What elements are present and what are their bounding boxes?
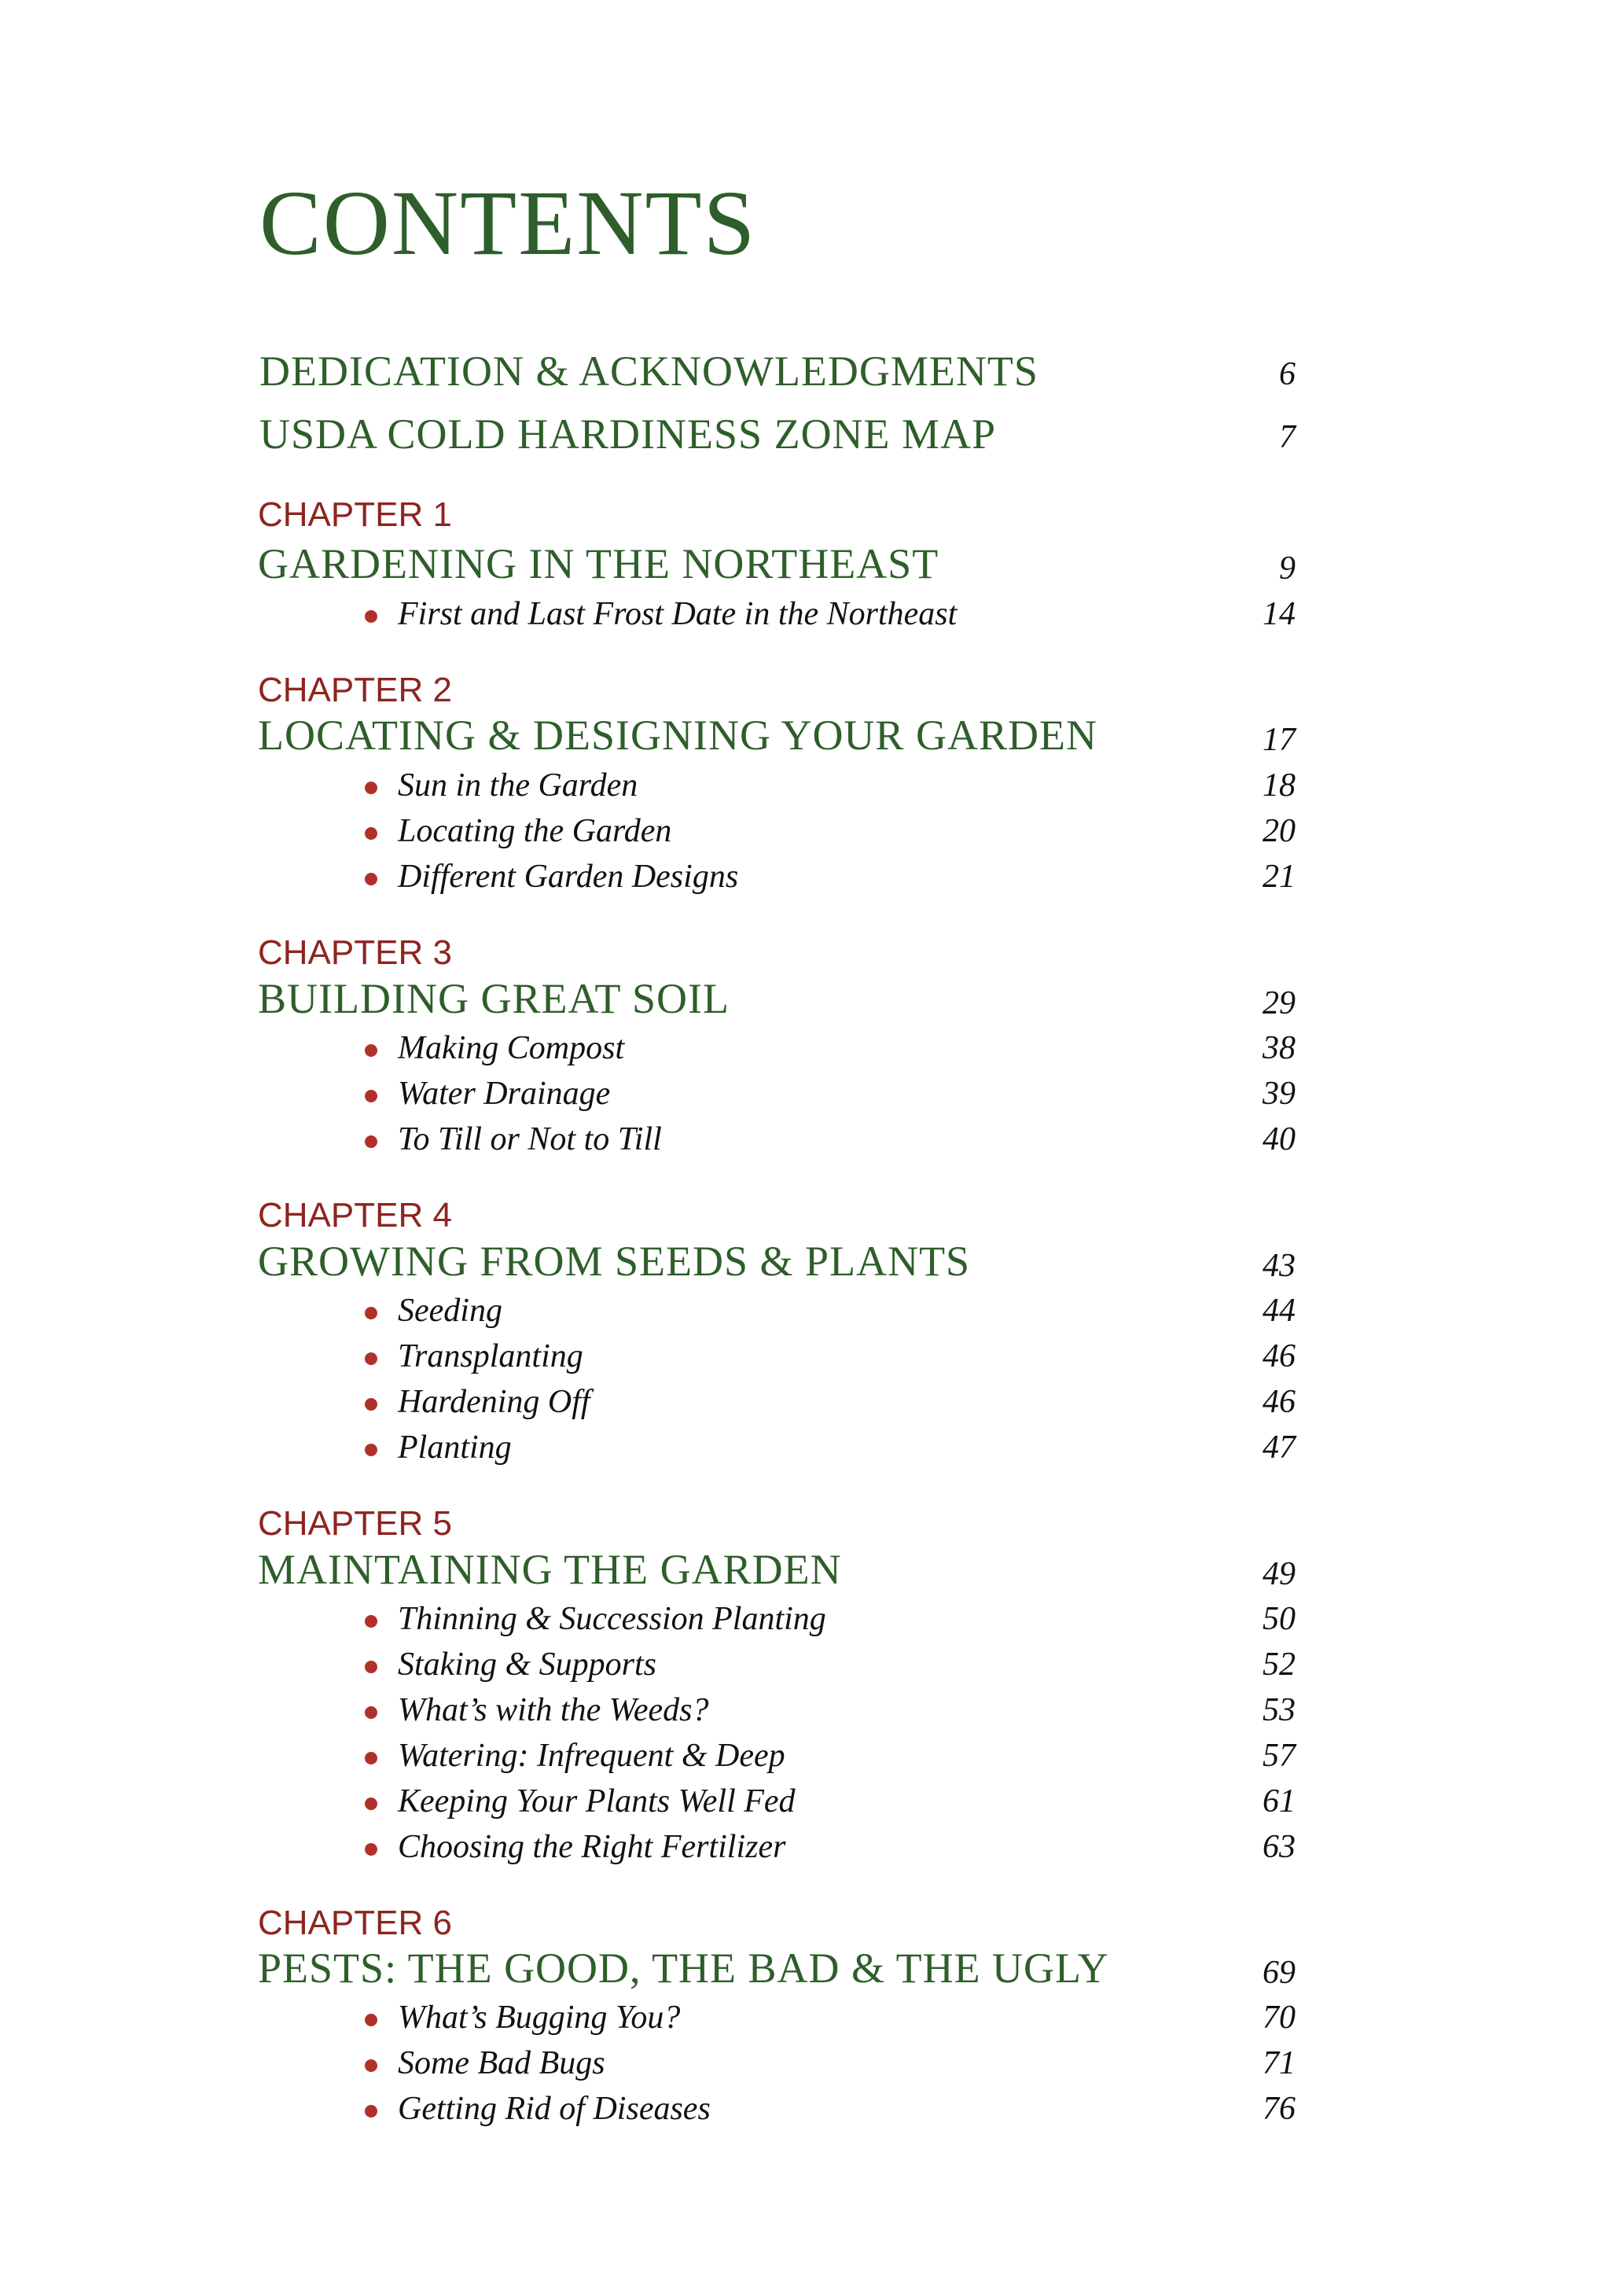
- toc-page-number: 44: [1263, 1293, 1296, 1329]
- bullet-icon: [365, 1044, 377, 1057]
- section-title: Sun in the Garden: [398, 767, 638, 804]
- toc-page-number: 71: [1263, 2045, 1296, 2081]
- section-title: Different Garden Designs: [398, 859, 739, 895]
- toc-page-number: 20: [1263, 813, 1296, 849]
- section-title: What’s Bugging You?: [398, 2000, 681, 2036]
- toc-page-number: 17: [1263, 722, 1296, 758]
- section-title: To Till or Not to Till: [398, 1121, 662, 1157]
- section-title: What’s with the Weeds?: [398, 1692, 709, 1728]
- chapter-label: CHAPTER 2: [258, 671, 452, 709]
- bullet-icon: [365, 610, 377, 623]
- bullet-icon: [365, 2059, 377, 2072]
- toc-page-number: 38: [1263, 1030, 1296, 1066]
- bullet-icon: [365, 1090, 377, 1102]
- chapter-title: LOCATING & DESIGNING YOUR GARDEN: [258, 712, 1097, 759]
- toc-page-number: 63: [1263, 1829, 1296, 1865]
- bullet-icon: [365, 1843, 377, 1856]
- toc-page-number: 7: [1279, 419, 1296, 455]
- section-title: Keeping Your Plants Well Fed: [398, 1783, 796, 1820]
- toc-page-number: 70: [1263, 2000, 1296, 2036]
- toc-page-number: 40: [1263, 1121, 1296, 1157]
- bullet-icon: [365, 2014, 377, 2026]
- toc-page-number: 46: [1263, 1384, 1296, 1420]
- section-title: Locating the Garden: [398, 813, 672, 849]
- bullet-icon: [365, 1661, 377, 1673]
- toc-page-number: 47: [1263, 1429, 1296, 1466]
- bullet-icon: [365, 2105, 377, 2118]
- toc-page-number: 52: [1263, 1647, 1296, 1683]
- bullet-icon: [365, 1352, 377, 1365]
- chapter-label: CHAPTER 3: [258, 933, 452, 972]
- toc-page-number: 76: [1263, 2091, 1296, 2127]
- section-title: Water Drainage: [398, 1076, 611, 1112]
- section-title: Choosing the Right Fertilizer: [398, 1829, 786, 1865]
- toc-page-number: 18: [1263, 767, 1296, 804]
- section-title: Seeding: [398, 1293, 502, 1329]
- toc-page-number: 21: [1263, 859, 1296, 895]
- section-title: Hardening Off: [398, 1384, 590, 1420]
- bullet-icon: [365, 827, 377, 840]
- bullet-icon: [365, 873, 377, 885]
- section-title: Thinning & Succession Planting: [398, 1601, 826, 1637]
- toc-page-number: 69: [1263, 1955, 1296, 1991]
- chapter-title: GROWING FROM SEEDS & PLANTS: [258, 1238, 971, 1285]
- toc-page-number: 49: [1263, 1556, 1296, 1592]
- toc-page-number: 46: [1263, 1338, 1296, 1374]
- section-title: Transplanting: [398, 1338, 583, 1374]
- toc-entry-title: DEDICATION & ACKNOWLEDGMENTS: [259, 348, 1038, 395]
- bullet-icon: [365, 1706, 377, 1719]
- toc-page-number: 50: [1263, 1601, 1296, 1637]
- chapter-title: PESTS: THE GOOD, THE BAD & THE UGLY: [258, 1945, 1109, 1992]
- bullet-icon: [365, 1444, 377, 1456]
- section-title: Some Bad Bugs: [398, 2045, 605, 2081]
- chapter-label: CHAPTER 4: [258, 1196, 452, 1234]
- section-title: Watering: Infrequent & Deep: [398, 1738, 785, 1774]
- toc-entry-title: USDA COLD HARDINESS ZONE MAP: [259, 410, 997, 458]
- chapter-label: CHAPTER 1: [258, 495, 452, 534]
- bullet-icon: [365, 782, 377, 794]
- section-title: Making Compost: [398, 1030, 625, 1066]
- toc-page-number: 39: [1263, 1076, 1296, 1112]
- section-title: Getting Rid of Diseases: [398, 2091, 711, 2127]
- bullet-icon: [365, 1307, 377, 1319]
- chapter-title: MAINTAINING THE GARDEN: [258, 1546, 842, 1593]
- bullet-icon: [365, 1135, 377, 1148]
- chapter-title: GARDENING IN THE NORTHEAST: [258, 540, 939, 587]
- section-title: Planting: [398, 1429, 512, 1466]
- bullet-icon: [365, 1398, 377, 1411]
- toc-page-number: 14: [1263, 596, 1296, 632]
- section-title: First and Last Frost Date in the Northeast: [398, 596, 958, 632]
- toc-page-number: 43: [1263, 1248, 1296, 1284]
- toc-page-number: 61: [1263, 1783, 1296, 1820]
- toc-page-number: 29: [1263, 985, 1296, 1021]
- toc-page-number: 53: [1263, 1692, 1296, 1728]
- toc-page-number: 57: [1263, 1738, 1296, 1774]
- page-title: CONTENTS: [259, 171, 757, 274]
- bullet-icon: [365, 1752, 377, 1764]
- bullet-icon: [365, 1615, 377, 1628]
- chapter-title: BUILDING GREAT SOIL: [258, 975, 730, 1022]
- toc-page-number: 9: [1279, 550, 1296, 587]
- bullet-icon: [365, 1797, 377, 1810]
- section-title: Staking & Supports: [398, 1647, 657, 1683]
- chapter-label: CHAPTER 5: [258, 1504, 452, 1543]
- toc-page-number: 6: [1279, 356, 1296, 392]
- chapter-label: CHAPTER 6: [258, 1904, 452, 1942]
